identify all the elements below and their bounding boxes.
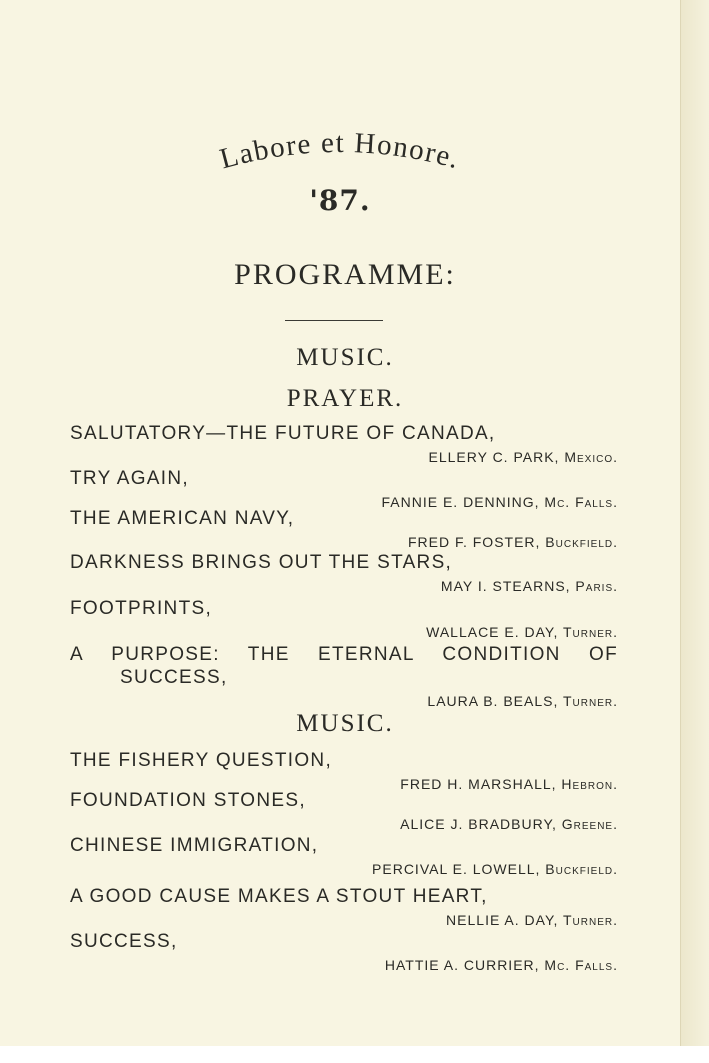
entry-speaker: ELLERY C. PARK, Mexico.: [428, 449, 618, 465]
entry-speaker: PERCIVAL E. LOWELL, Buckfield.: [372, 861, 618, 877]
programme-entry: [70, 789, 618, 834]
title-divider: [285, 320, 383, 321]
programme-entry: [70, 643, 618, 711]
motto-text: Labore et Honore.: [216, 126, 464, 176]
entry-speaker: LAURA B. BEALS, Turner.: [427, 693, 618, 709]
programme-entry: [70, 834, 618, 879]
section-music-1: MUSIC.: [296, 344, 394, 371]
programme-entry: [70, 551, 618, 596]
entry-title: THE FISHERY QUESTION,: [70, 750, 333, 771]
entry-speaker: WALLACE E. DAY, Turner.: [426, 624, 618, 640]
programme-entry: [70, 597, 618, 642]
entry-title: FOUNDATION STONES,: [70, 790, 306, 811]
entry-speaker: HATTIE A. CURRIER, Mc. Falls.: [384, 957, 618, 973]
section-music-2: MUSIC.: [296, 710, 394, 737]
entry-title: TRY AGAIN,: [70, 468, 189, 489]
entry-title: A GOOD CAUSE MAKES A STOUT HEART,: [70, 886, 488, 907]
programme-entry: [70, 930, 618, 975]
svg-text:Labore et Honore.: [217, 127, 464, 175]
card-fold-edge: [680, 0, 709, 1063]
entry-title: SUCCESS,: [70, 931, 178, 952]
entry-title: DARKNESS BRINGS OUT THE STARS,: [70, 552, 453, 573]
entry-speaker: NELLIE A. DAY, Turner.: [446, 912, 618, 928]
programme-entry: [70, 885, 618, 930]
entry-speaker: FANNIE E. DENNING, Mc. Falls.: [381, 494, 618, 510]
entry-title: THE AMERICAN NAVY,: [70, 508, 295, 529]
entry-title: A PURPOSE: THE ETERNAL CONDITION OF: [70, 644, 618, 665]
entry-speaker: FRED H. MARSHALL, Hebron.: [400, 776, 618, 792]
entry-title: SALUTATORY—THE FUTURE OF CANADA,: [70, 423, 496, 444]
entry-speaker: ALICE J. BRADBURY, Greene.: [400, 816, 618, 832]
class-year: '87.: [309, 184, 371, 217]
page-title: PROGRAMME:: [234, 258, 456, 291]
entry-title-continuation: SUCCESS,: [120, 667, 228, 688]
programme-entry: [70, 507, 618, 552]
programme-entry: [70, 467, 618, 512]
scan-bottom-edge: [0, 1046, 709, 1063]
entry-title: FOOTPRINTS,: [70, 598, 213, 619]
entry-speaker: FRED F. FOSTER, Buckfield.: [407, 534, 618, 550]
section-prayer: PRAYER.: [286, 385, 404, 412]
entry-title: CHINESE IMMIGRATION,: [70, 835, 319, 856]
entry-speaker: MAY I. STEARNS, Paris.: [440, 578, 618, 594]
programme-entry: [70, 422, 618, 467]
programme-entry: [70, 749, 618, 794]
